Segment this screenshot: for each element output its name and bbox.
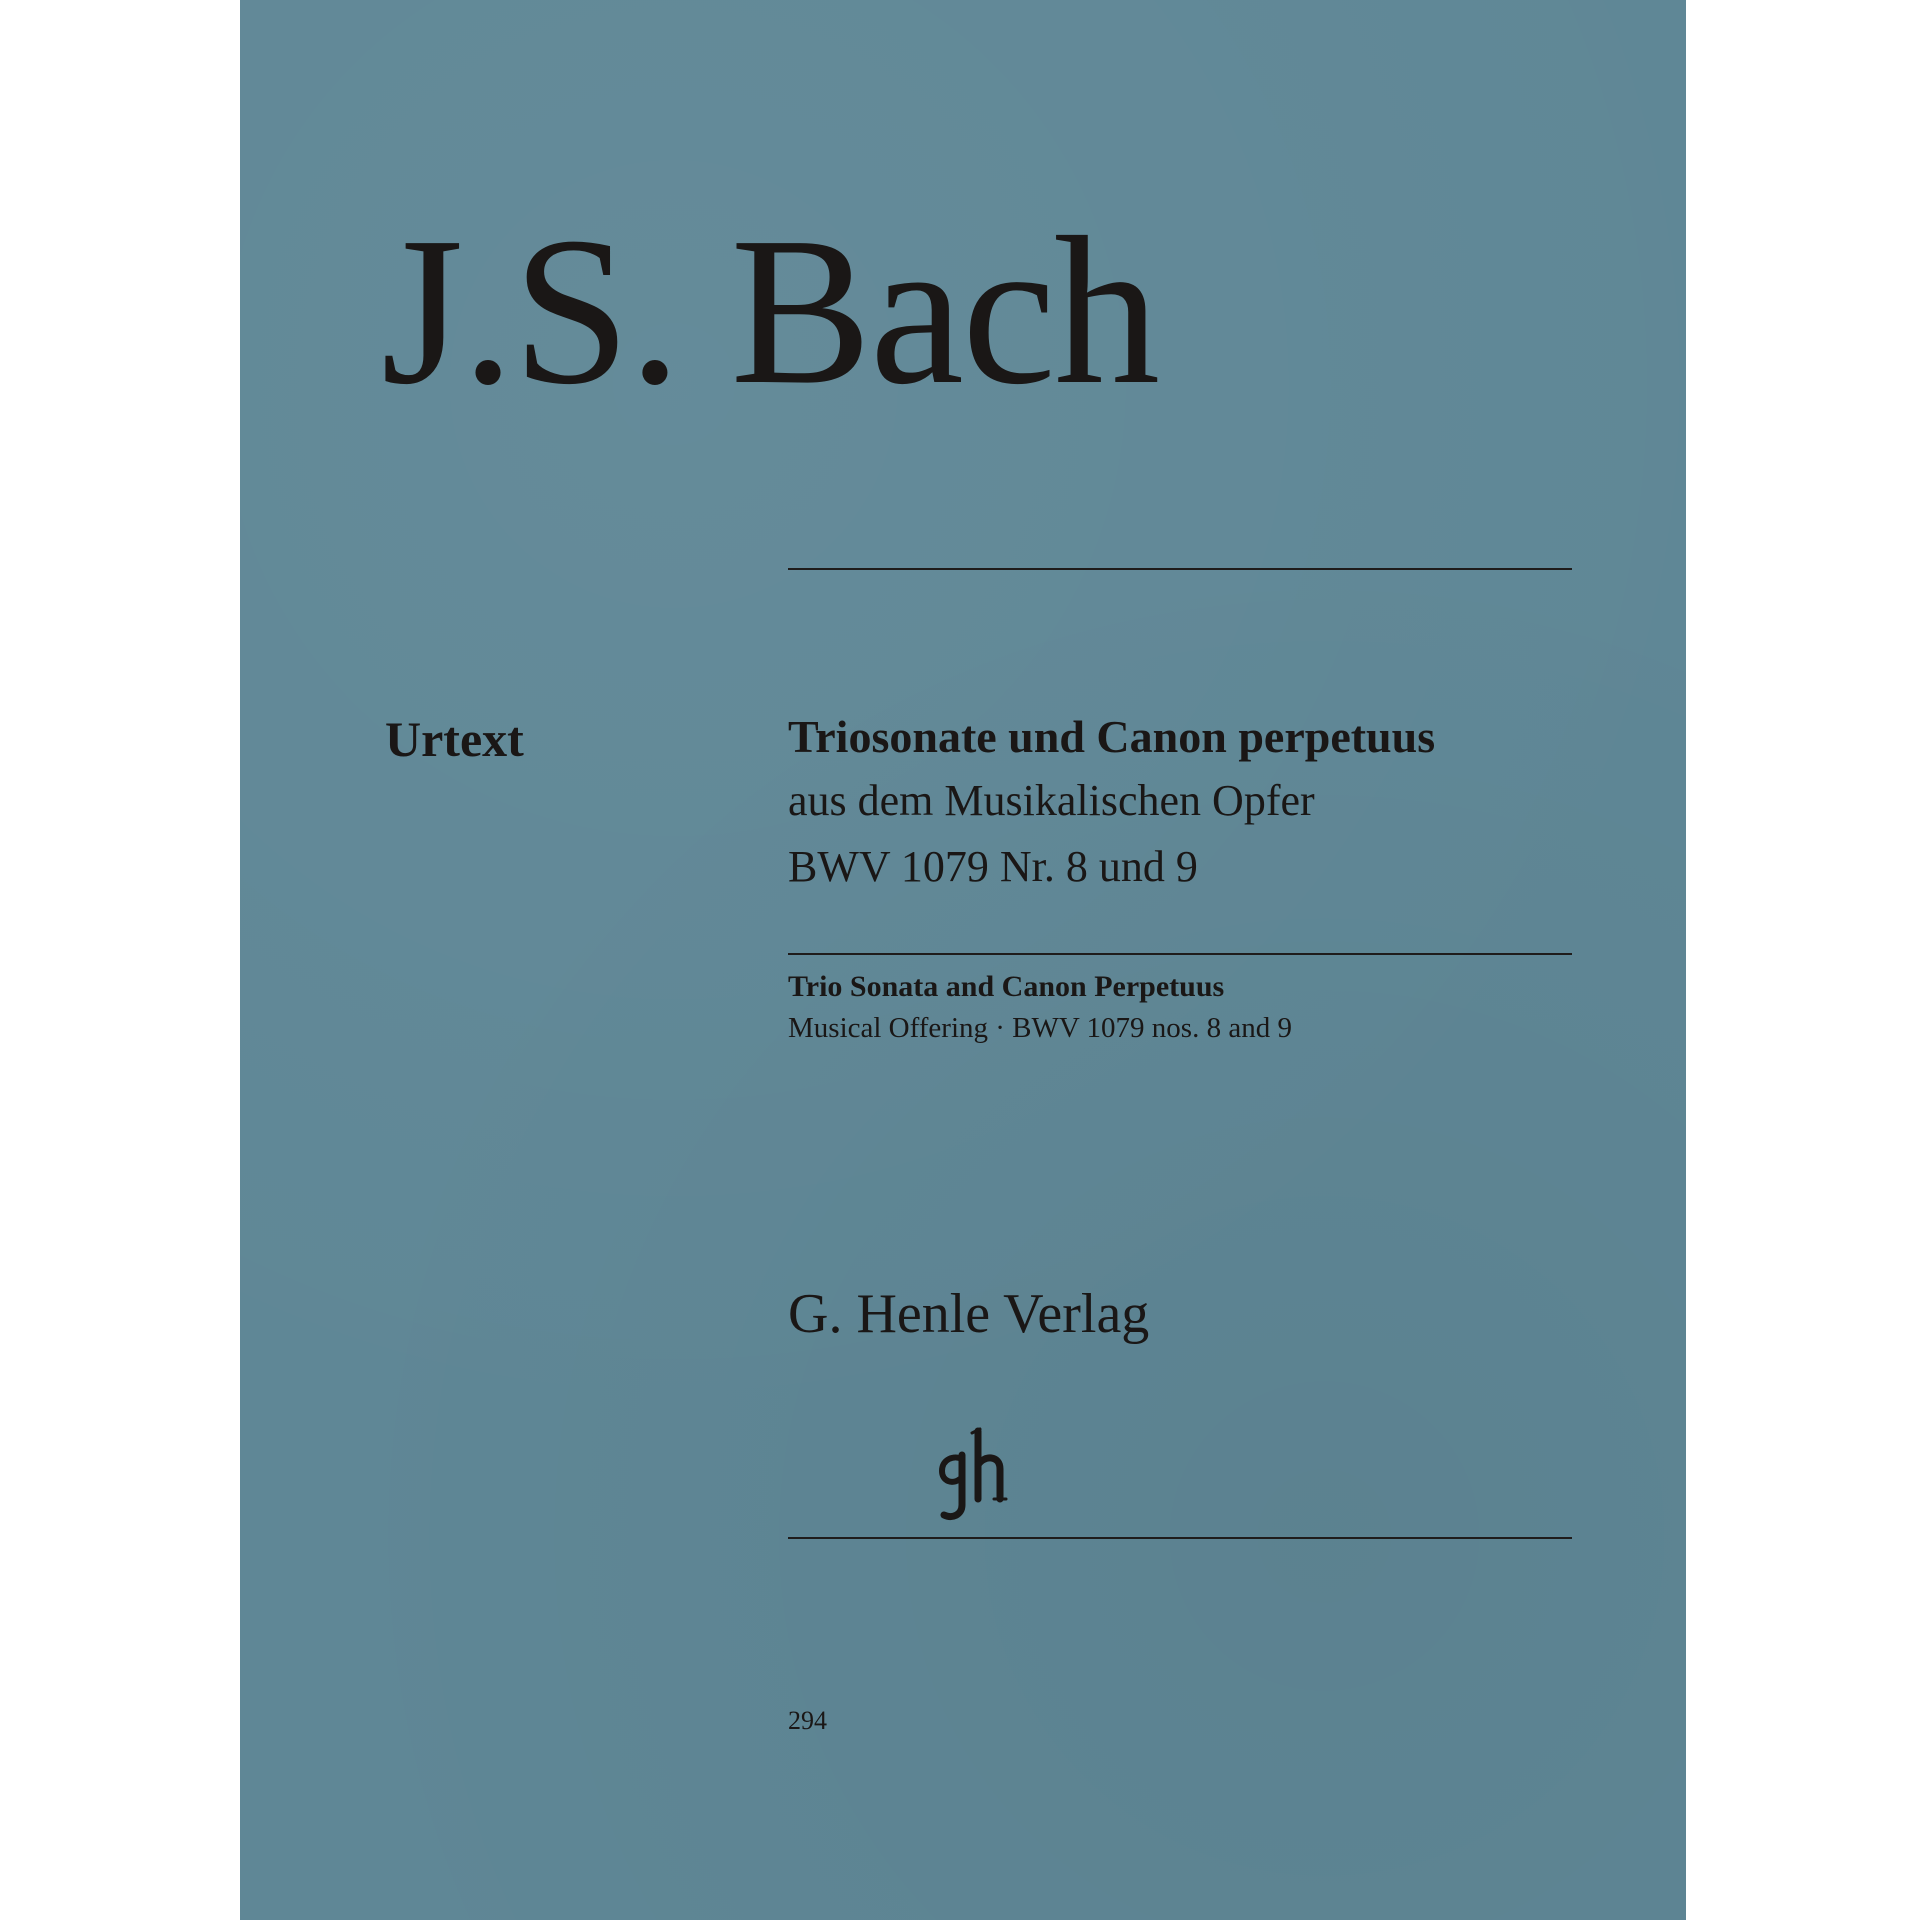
subtitle-english: Musical Offering · BWV 1079 nos. 8 and 9 <box>788 1012 1292 1044</box>
subtitle-german-line2: BWV 1079 Nr. 8 und 9 <box>788 842 1198 891</box>
henle-logo-icon <box>934 1425 1014 1521</box>
publisher-name: G. Henle Verlag <box>788 1283 1150 1345</box>
score-cover <box>240 0 1686 1920</box>
title-english: Trio Sonata and Canon Perpetuus <box>788 970 1225 1003</box>
divider-bottom <box>788 1537 1572 1539</box>
composer-name: J.S. Bach <box>381 193 1158 428</box>
urtext-label: Urtext <box>385 711 524 767</box>
divider-top <box>788 568 1572 570</box>
subtitle-german-line1: aus dem Musikalischen Opfer <box>788 776 1315 825</box>
edition-number: 294 <box>788 1706 827 1735</box>
title-german: Triosonate und Canon perpetuus <box>788 711 1436 762</box>
divider-middle <box>788 953 1572 955</box>
